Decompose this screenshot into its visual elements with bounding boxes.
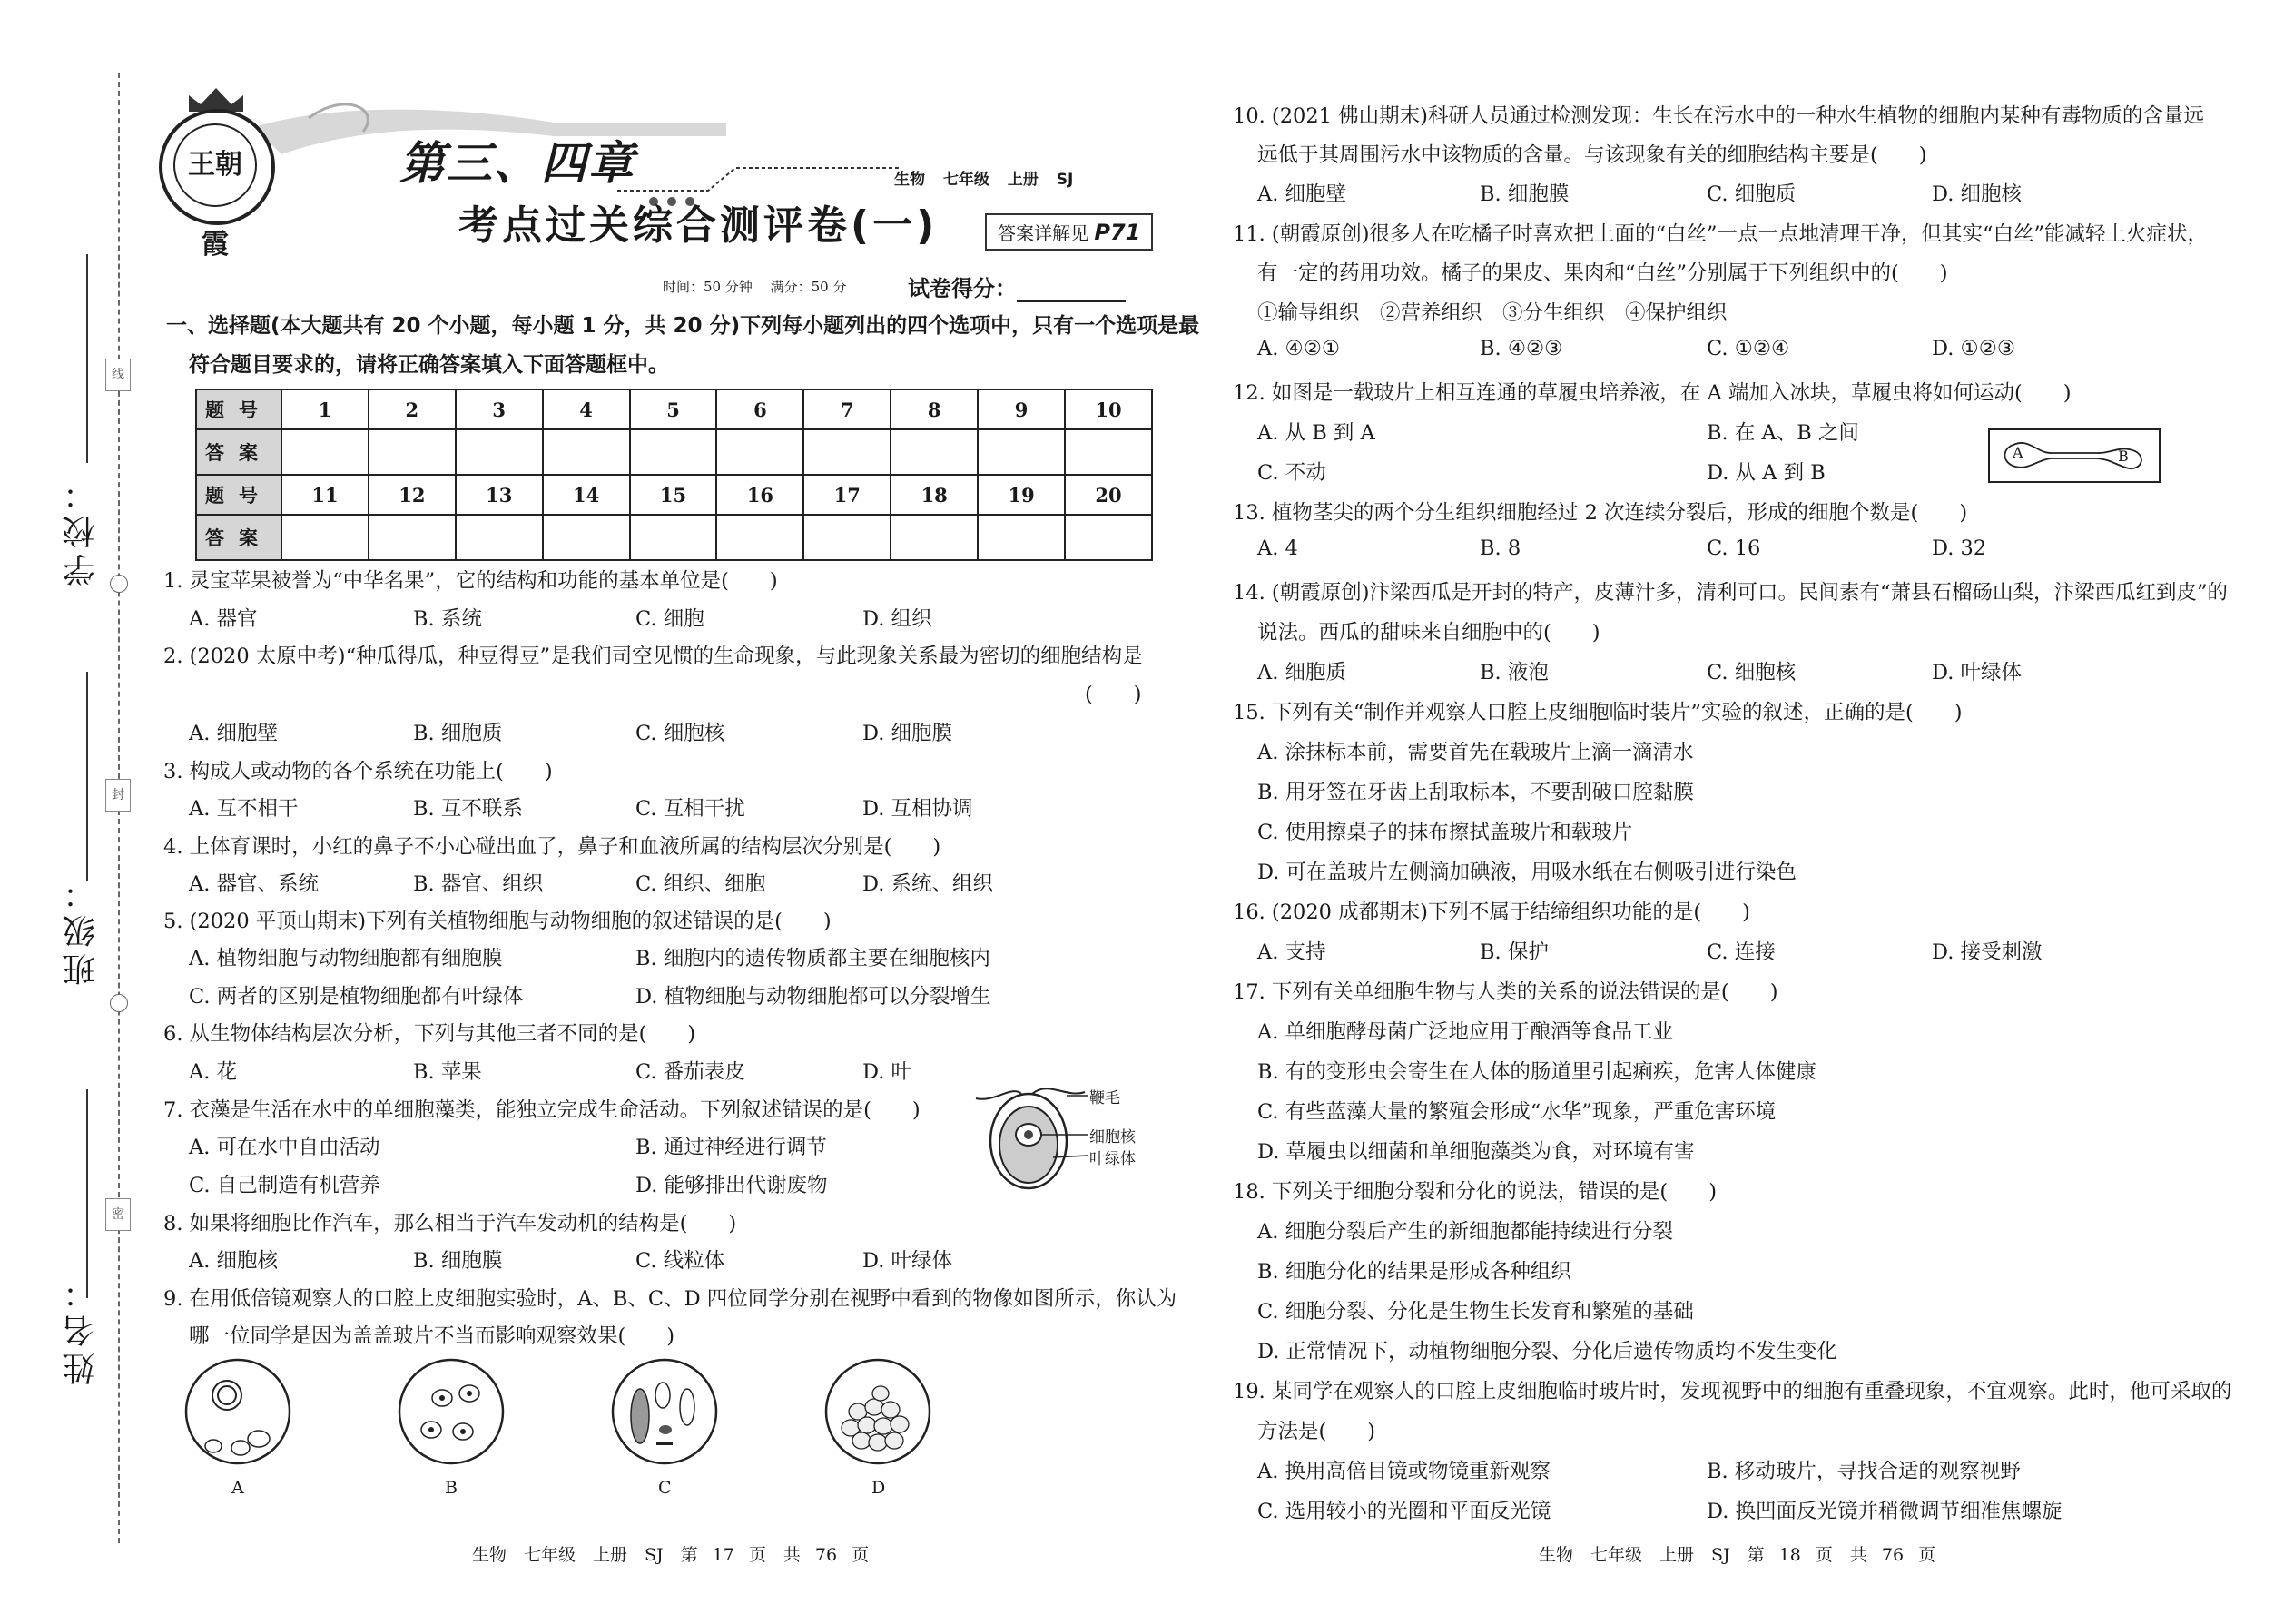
q17-option-c[interactable]: C. 有些蓝藻大量的繁殖会形成“水华”现象，严重危害环境 bbox=[1257, 1100, 1777, 1124]
q19-stem-cont: 方法是( ) bbox=[1257, 1420, 1376, 1443]
question-number: 14 bbox=[543, 475, 630, 515]
answer-cell[interactable] bbox=[630, 429, 717, 475]
q13-option-d[interactable]: D. 32 bbox=[1932, 536, 1987, 560]
q5-option-c[interactable]: C. 两者的区别是植物细胞都有叶绿体 bbox=[189, 985, 524, 1009]
q8-option-b[interactable]: B. 细胞膜 bbox=[413, 1249, 503, 1273]
q7-option-b[interactable]: B. 通过神经进行调节 bbox=[635, 1136, 827, 1159]
q9-label-a: A bbox=[231, 1478, 244, 1498]
subject-tags bbox=[894, 166, 1086, 189]
q12-option-b[interactable]: B. 在 A、B 之间 bbox=[1707, 421, 1859, 445]
class-label: 班级： bbox=[63, 871, 100, 986]
question-number: 9 bbox=[978, 389, 1065, 429]
q10-stem: 10. (2021 佛山期末)科研人员通过检测发现：生长在污水中的一种水生植物的细胞内某种有毒物质的含量远 bbox=[1233, 104, 2204, 128]
school-underline bbox=[86, 254, 88, 463]
question-number: 4 bbox=[543, 389, 630, 429]
binding-mark-line: 线 bbox=[105, 359, 131, 391]
q4-option-b[interactable]: B. 器官、组织 bbox=[413, 872, 544, 896]
q4-stem: 4. 上体育课时，小红的鼻子不小心碰出血了，鼻子和血液所属的结构层次分别是( ) bbox=[163, 835, 941, 859]
q19-option-d[interactable]: D. 换凹面反光镜并稍微调节细准焦螺旋 bbox=[1707, 1500, 2063, 1523]
answer-cell[interactable] bbox=[716, 515, 803, 560]
q7-option-a[interactable]: A. 可在水中自由活动 bbox=[189, 1136, 380, 1159]
q12-option-a[interactable]: A. 从 B 到 A bbox=[1257, 421, 1375, 445]
q15-option-a[interactable]: A. 涂抹标本前，需要首先在载玻片上滴一滴清水 bbox=[1257, 741, 1694, 764]
q16-stem: 16. (2020 成都期末)下列不属于结缔组织功能的是( ) bbox=[1233, 901, 1750, 924]
q12-option-d[interactable]: D. 从 A 到 B bbox=[1707, 461, 1826, 485]
q5-option-b[interactable]: B. 细胞内的遗传物质都主要在细胞核内 bbox=[635, 947, 990, 970]
q12-label-b: B bbox=[2118, 448, 2129, 465]
q14-stem: 14. (朝霞原创)汴梁西瓜是开封的特产，皮薄汁多，清利可口。民间素有“萧县石榴砀山梨，汴梁西瓜红到皮”的 bbox=[1233, 581, 2228, 605]
q16-option-a[interactable]: A. 支持 bbox=[1257, 940, 1326, 964]
q14-option-d[interactable]: D. 叶绿体 bbox=[1932, 661, 2023, 684]
q7-label-flagellum: 鞭毛 bbox=[1089, 1089, 1120, 1107]
answer-grid-number-row bbox=[196, 475, 1152, 515]
q12-option-c[interactable]: C. 不动 bbox=[1257, 461, 1326, 485]
answer-cell[interactable] bbox=[891, 515, 978, 560]
answer-cell[interactable] bbox=[716, 429, 803, 475]
q19-stem: 19. 某同学在观察人的口腔上皮细胞临时玻片时，发现视野中的细胞有重叠现象，不宜观察。此时，他可采取的 bbox=[1233, 1380, 2232, 1403]
q15-option-d[interactable]: D. 可在盖玻片左侧滴加碘液，用吸水纸在右侧吸引进行染色 bbox=[1257, 861, 1797, 884]
name-label: 姓名： bbox=[63, 1271, 100, 1385]
q2-option-a[interactable]: A. 细胞壁 bbox=[189, 722, 279, 745]
question-number: 1 bbox=[281, 389, 369, 429]
q17-stem: 17. 下列有关单细胞生物与人类的关系的说法错误的是( ) bbox=[1233, 980, 1778, 1004]
q12-stem: 12. 如图是一载玻片上相互连通的草履虫培养液，在 A 端加入冰块，草履虫将如何运动( ) bbox=[1233, 381, 2072, 405]
score-field[interactable] bbox=[908, 271, 1126, 302]
answer-grid bbox=[195, 389, 1153, 561]
q14-stem-cont: 说法。西瓜的甜味来自细胞中的( ) bbox=[1257, 621, 1600, 645]
answer-cell[interactable] bbox=[978, 429, 1065, 475]
answer-cell[interactable] bbox=[543, 515, 630, 560]
q11-option-a[interactable]: A. ④②① bbox=[1257, 337, 1341, 360]
q11-option-b[interactable]: B. ④②③ bbox=[1480, 337, 1563, 360]
q17-option-b[interactable]: B. 有的变形虫会寄生在人体的肠道里引起痢疾，危害人体健康 bbox=[1257, 1060, 1816, 1084]
q15-option-b[interactable]: B. 用牙签在牙齿上刮取标本，不要刮破口腔黏膜 bbox=[1257, 781, 1694, 804]
answer-cell[interactable] bbox=[369, 515, 456, 560]
row-label-answer: 答案 bbox=[196, 429, 281, 475]
q10-option-b[interactable]: B. 细胞膜 bbox=[1480, 182, 1570, 206]
q11-stem-cont: 有一定的药用功效。橘子的果皮、果肉和“白丝”分别属于下列组织中的( ) bbox=[1257, 261, 1948, 285]
answer-ref-prefix: 答案详解见 bbox=[998, 222, 1088, 244]
footer-right: 生物 七年级 上册 SJ 第 18 页 共 76 页 bbox=[1539, 1545, 1936, 1565]
q8-option-d[interactable]: D. 叶绿体 bbox=[862, 1249, 953, 1273]
answer-reference bbox=[985, 213, 1153, 251]
q2-stem: 2. (2020 太原中考)“种瓜得瓜，种豆得豆”是我们司空见惯的生命现象，与此现象关系最为密切的细胞结构是 bbox=[163, 645, 1143, 668]
question-number: 3 bbox=[456, 389, 543, 429]
tag-edition: SJ bbox=[1056, 171, 1074, 189]
q3-option-d[interactable]: D. 互相协调 bbox=[862, 797, 973, 821]
school-label: 学校： bbox=[63, 472, 100, 586]
class-underline bbox=[86, 672, 88, 881]
q7-option-d[interactable]: D. 能够排出代谢废物 bbox=[635, 1174, 828, 1197]
q19-option-b[interactable]: B. 移动玻片，寻找合适的观察视野 bbox=[1707, 1460, 2021, 1483]
q3-option-a[interactable]: A. 互不相干 bbox=[189, 797, 299, 821]
q1-option-b[interactable]: B. 系统 bbox=[413, 607, 482, 631]
q7-option-c[interactable]: C. 自己制造有机营养 bbox=[189, 1174, 380, 1197]
q19-option-a[interactable]: A. 换用高倍目镜或物镜重新观察 bbox=[1257, 1460, 1551, 1483]
answer-grid-answer-row bbox=[196, 429, 1152, 475]
q5-option-d[interactable]: D. 植物细胞与动物细胞都可以分裂增生 bbox=[635, 985, 991, 1009]
answer-cell[interactable] bbox=[543, 429, 630, 475]
question-number: 18 bbox=[891, 475, 978, 515]
q6-option-c[interactable]: C. 番茄表皮 bbox=[635, 1060, 745, 1084]
q10-option-d[interactable]: D. 细胞核 bbox=[1932, 182, 2023, 206]
q17-option-a[interactable]: A. 单细胞酵母菌广泛地应用于酿酒等食品工业 bbox=[1257, 1020, 1674, 1044]
q9-microscope-views bbox=[186, 1357, 1167, 1475]
q15-option-c[interactable]: C. 使用擦桌子的抹布擦拭盖玻片和载玻片 bbox=[1257, 821, 1633, 844]
q10-option-c[interactable]: C. 细胞质 bbox=[1707, 182, 1797, 206]
q13-stem: 13. 植物茎尖的两个分生组织细胞经过 2 次连续分裂后，形成的细胞个数是( ) bbox=[1233, 501, 1968, 525]
q3-option-b[interactable]: B. 互不联系 bbox=[413, 797, 523, 821]
row-label-number: 题号 bbox=[196, 475, 281, 515]
q18-option-b[interactable]: B. 细胞分化的结果是形成各种组织 bbox=[1257, 1260, 1571, 1284]
question-number: 2 bbox=[369, 389, 456, 429]
q2-option-b[interactable]: B. 细胞质 bbox=[413, 722, 503, 745]
q16-option-c[interactable]: C. 连接 bbox=[1707, 940, 1776, 964]
question-number: 16 bbox=[716, 475, 803, 515]
q1-option-d[interactable]: D. 组织 bbox=[862, 607, 932, 631]
q3-option-c[interactable]: C. 互相干扰 bbox=[635, 797, 745, 821]
q18-option-a[interactable]: A. 细胞分裂后产生的新细胞都能持续进行分裂 bbox=[1257, 1220, 1674, 1244]
q4-option-a[interactable]: A. 器官、系统 bbox=[189, 872, 320, 896]
binding-hole-icon bbox=[110, 994, 128, 1012]
q13-option-c[interactable]: C. 16 bbox=[1707, 536, 1761, 560]
exam-subtitle: 考点过关综合测评卷(一) bbox=[458, 202, 939, 249]
q6-option-b[interactable]: B. 苹果 bbox=[413, 1060, 482, 1084]
question-number: 6 bbox=[716, 389, 803, 429]
question-number: 15 bbox=[630, 475, 717, 515]
q16-option-b[interactable]: B. 保护 bbox=[1480, 940, 1549, 964]
row-label-number: 题号 bbox=[196, 389, 281, 429]
answer-cell[interactable] bbox=[1065, 429, 1152, 475]
answer-cell[interactable] bbox=[891, 429, 978, 475]
binding-hole-icon bbox=[110, 575, 128, 593]
q9-label-c: C bbox=[658, 1478, 672, 1498]
answer-cell[interactable] bbox=[281, 429, 369, 475]
q9-label-d: D bbox=[871, 1478, 886, 1498]
q16-option-d[interactable]: D. 接受刺激 bbox=[1932, 940, 2043, 964]
answer-cell[interactable] bbox=[281, 515, 369, 560]
q13-option-b[interactable]: B. 8 bbox=[1480, 536, 1521, 560]
q3-stem: 3. 构成人或动物的各个系统在功能上( ) bbox=[163, 760, 553, 783]
question-number: 10 bbox=[1065, 389, 1152, 429]
tag-grade: 七年级 bbox=[942, 171, 989, 189]
right-page bbox=[1171, 0, 2294, 1624]
q8-option-a[interactable]: A. 细胞核 bbox=[189, 1249, 279, 1273]
answer-grid-answer-row bbox=[196, 515, 1152, 560]
q8-stem: 8. 如果将细胞比作汽车，那么相当于汽车发动机的结构是( ) bbox=[163, 1212, 737, 1235]
question-number: 13 bbox=[456, 475, 543, 515]
q5-option-a[interactable]: A. 植物细胞与动物细胞都有细胞膜 bbox=[189, 947, 503, 970]
q6-stem: 6. 从生物体结构层次分析，下列与其他三者不同的是( ) bbox=[163, 1022, 696, 1046]
q6-option-d[interactable]: D. 叶 bbox=[862, 1060, 912, 1084]
answer-ref-page: P71 bbox=[1094, 220, 1141, 245]
q2-option-c[interactable]: C. 细胞核 bbox=[635, 722, 725, 745]
q1-stem: 1. 灵宝苹果被誉为“中华名果”，它的结构和功能的基本单位是( ) bbox=[163, 569, 778, 593]
section1-instructions-cont: 符合题目要求的，请将正确答案填入下面答题框中。 bbox=[189, 353, 669, 377]
binding-mark-seal: 封 bbox=[105, 779, 131, 812]
logo-text: 王朝霞 bbox=[173, 123, 257, 207]
q13-option-a[interactable]: A. 4 bbox=[1257, 536, 1298, 560]
question-number: 7 bbox=[803, 389, 891, 429]
q5-stem: 5. (2020 平顶山期末)下列有关植物细胞与动物细胞的叙述错误的是( ) bbox=[163, 910, 832, 933]
answer-cell[interactable] bbox=[369, 429, 456, 475]
question-number: 12 bbox=[369, 475, 456, 515]
q11-tissue-list: ①输导组织 ②营养组织 ③分生组织 ④保护组织 bbox=[1257, 301, 1728, 325]
q9-label-b: B bbox=[445, 1478, 458, 1498]
q18-stem: 18. 下列关于细胞分裂和分化的说法，错误的是( ) bbox=[1233, 1180, 1717, 1204]
answer-cell[interactable] bbox=[803, 515, 891, 560]
q15-stem: 15. 下列有关“制作并观察人口腔上皮细胞临时装片”实验的叙述，正确的是( ) bbox=[1233, 701, 1963, 724]
q19-option-c[interactable]: C. 选用较小的光圈和平面反光镜 bbox=[1257, 1500, 1551, 1523]
q7-stem: 7. 衣藻是生活在水中的单细胞藻类，能独立完成生命活动。下列叙述错误的是( ) bbox=[163, 1098, 921, 1122]
brand-logo bbox=[159, 109, 275, 261]
question-number: 20 bbox=[1065, 475, 1152, 515]
tag-volume: 上册 bbox=[1007, 171, 1039, 189]
section1-instructions: 一、选择题(本大题共有 20 个小题，每小题 1 分，共 20 分)下列每小题列出的四个选项中，只有一个选项是最 bbox=[166, 314, 1200, 338]
q11-option-d[interactable]: D. ①②③ bbox=[1932, 337, 2016, 360]
q1-option-c[interactable]: C. 细胞 bbox=[635, 607, 704, 631]
time-limit: 时间：50 分钟 bbox=[663, 279, 753, 295]
chapter-title: 第三、四章 bbox=[399, 137, 635, 190]
q18-option-c[interactable]: C. 细胞分裂、分化是生物生长发育和繁殖的基础 bbox=[1257, 1300, 1694, 1324]
question-number: 19 bbox=[978, 475, 1065, 515]
row-label-answer: 答案 bbox=[196, 515, 281, 560]
q11-stem: 11. (朝霞原创)很多人在吃橘子时喜欢把上面的“白丝”一点一点地清理干净，但其实“白丝”能减轻上火症状， bbox=[1233, 222, 2209, 246]
q17-option-d[interactable]: D. 草履虫以细菌和单细胞藻类为食，对环境有害 bbox=[1257, 1140, 1695, 1164]
answer-cell[interactable] bbox=[456, 429, 543, 475]
answer-cell[interactable] bbox=[1065, 515, 1152, 560]
score-label: 试卷得分： bbox=[908, 276, 1017, 301]
q6-option-a[interactable]: A. 花 bbox=[189, 1060, 238, 1084]
q12-label-a: A bbox=[2013, 444, 2023, 461]
q10-stem-cont: 远低于其周围污水中该物质的含量。与该现象有关的细胞结构主要是( ) bbox=[1257, 143, 1927, 167]
score-blank[interactable] bbox=[1017, 282, 1126, 302]
q7-label-nucleus: 细胞核 bbox=[1089, 1128, 1136, 1147]
q1-option-a[interactable]: A. 器官 bbox=[189, 607, 258, 631]
q7-label-chloroplast: 叶绿体 bbox=[1089, 1150, 1136, 1168]
footer-left: 生物 七年级 上册 SJ 第 17 页 共 76 页 bbox=[472, 1545, 870, 1565]
q8-option-c[interactable]: C. 线粒体 bbox=[635, 1249, 725, 1273]
name-underline bbox=[86, 1089, 88, 1298]
q14-option-b[interactable]: B. 液泡 bbox=[1480, 661, 1549, 684]
binding-mark-secret: 密 bbox=[105, 1198, 131, 1231]
q10-option-a[interactable]: A. 细胞壁 bbox=[1257, 182, 1347, 206]
chlamydomonas-diagram bbox=[967, 1085, 1167, 1194]
answer-cell[interactable] bbox=[803, 429, 891, 475]
question-number: 11 bbox=[281, 475, 369, 515]
q9-stem: 9. 在用低倍镜观察人的口腔上皮细胞实验时，A、B、C、D 四位同学分别在视野中看到的物像如图所示，你认为 bbox=[163, 1287, 1177, 1311]
q14-option-a[interactable]: A. 细胞质 bbox=[1257, 661, 1347, 684]
q2-stem-paren: ( ) bbox=[1085, 683, 1142, 706]
time-info bbox=[663, 277, 847, 296]
q14-option-c[interactable]: C. 细胞核 bbox=[1707, 661, 1797, 684]
q4-option-d[interactable]: D. 系统、组织 bbox=[862, 872, 994, 896]
q4-option-c[interactable]: C. 组织、细胞 bbox=[635, 872, 766, 896]
full-score: 满分：50 分 bbox=[770, 279, 847, 295]
tag-subject: 生物 bbox=[894, 171, 925, 189]
answer-cell[interactable] bbox=[978, 515, 1065, 560]
q2-option-d[interactable]: D. 细胞膜 bbox=[862, 722, 953, 745]
question-number: 8 bbox=[891, 389, 978, 429]
question-number: 17 bbox=[803, 475, 891, 515]
q9-stem-cont: 哪一位同学是因为盖盖玻片不当而影响观察效果( ) bbox=[189, 1324, 675, 1348]
question-number: 5 bbox=[630, 389, 717, 429]
q11-option-c[interactable]: C. ①②④ bbox=[1707, 337, 1790, 360]
q18-option-d[interactable]: D. 正常情况下，动植物细胞分裂、分化后遗传物质均不发生变化 bbox=[1257, 1340, 1838, 1363]
answer-cell[interactable] bbox=[630, 515, 717, 560]
answer-grid-number-row bbox=[196, 389, 1152, 429]
answer-cell[interactable] bbox=[456, 515, 543, 560]
